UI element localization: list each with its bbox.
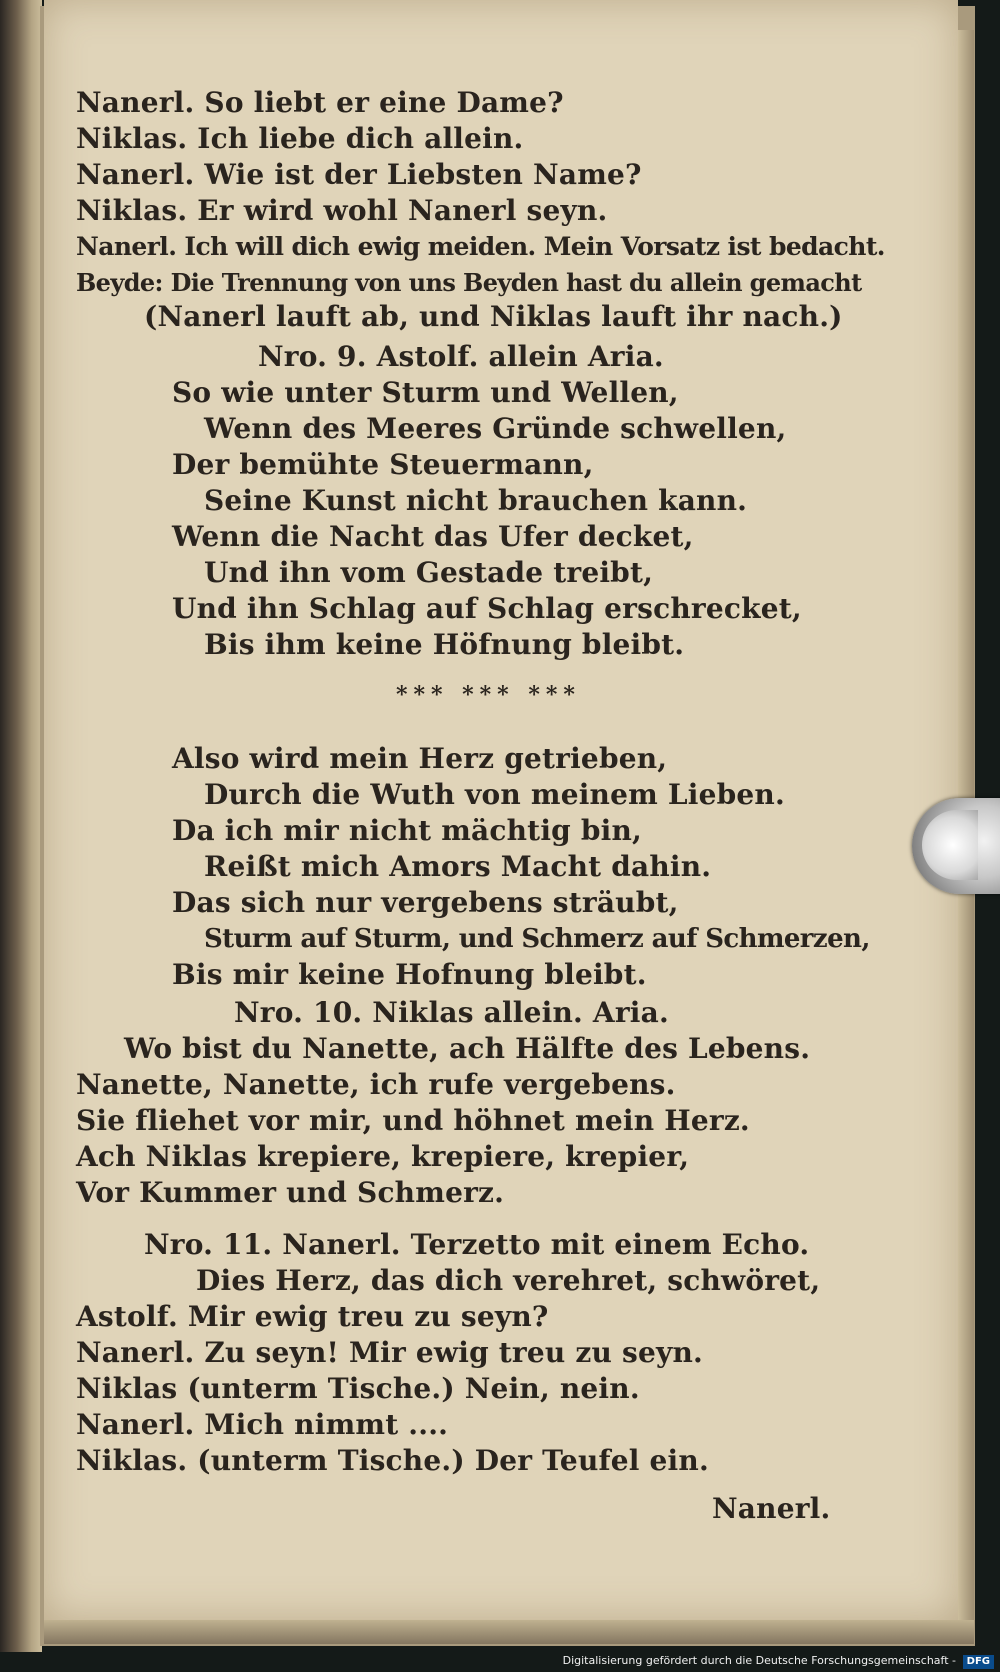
page-clip [912, 798, 1000, 894]
verse-line: Das sich nur vergebens sträubt, [172, 886, 679, 919]
verse-line: Sturm auf Sturm, und Schmerz auf Schmerzen, [204, 924, 870, 954]
verse-line: Reißt mich Amors Macht dahin. [204, 850, 712, 883]
page-clip-highlight [922, 810, 978, 880]
verse-line: Nanerl. Zu seyn! Mir ewig treu zu seyn. [76, 1336, 703, 1369]
section-heading: Nro. 11. Nanerl. Terzetto mit einem Echo. [144, 1228, 810, 1261]
verse-line: Niklas (unterm Tische.) Nein, nein. [76, 1372, 640, 1405]
verse-line: Bis ihm keine Höfnung bleibt. [204, 628, 685, 661]
verse-line: Bis mir keine Hofnung bleibt. [172, 958, 647, 991]
ornament-asterisks: *** *** *** [396, 682, 581, 708]
funding-notice: Digitalisierung gefördert durch die Deutsche Forschungsgemeinschaft - [562, 1654, 956, 1667]
verse-line: Nanette, Nanette, ich rufe vergebens. [76, 1068, 676, 1101]
verse-line: Niklas. (unterm Tische.) Der Teufel ein. [76, 1444, 709, 1477]
text-line: Beyde: Die Trennung von uns Beyden hast du allein gemacht [76, 268, 862, 297]
left-page-edge [0, 0, 42, 1652]
verse-line: Nanerl. Mich nimmt .... [76, 1408, 449, 1441]
verse-line: Sie fliehet vor mir, und höhnet mein Herz. [76, 1104, 750, 1137]
text-line: Niklas. Er wird wohl Nanerl seyn. [76, 194, 608, 227]
verse-line: Also wird mein Herz getrieben, [172, 742, 668, 775]
verse-line: Und ihn Schlag auf Schlag erschrecket, [172, 592, 802, 625]
verse-line: Da ich mir nicht mächtig bin, [172, 814, 643, 847]
verse-line: Der bemühte Steuermann, [172, 448, 594, 481]
text-line: Niklas. Ich liebe dich allein. [76, 122, 524, 155]
verse-line: Vor Kummer und Schmerz. [76, 1176, 505, 1209]
stage-direction: (Nanerl lauft ab, und Niklas lauft ihr nach.) [144, 300, 843, 333]
verse-line: Und ihn vom Gestade treibt, [204, 556, 654, 589]
verse-line: Ach Niklas krepiere, krepiere, krepier, [76, 1140, 690, 1173]
page-bottom-edge [44, 1620, 974, 1644]
verse-line: Wo bist du Nanette, ach Hälfte des Lebens. [124, 1032, 811, 1065]
section-heading: Nro. 10. Niklas allein. Aria. [234, 996, 669, 1029]
catchword: Nanerl. [712, 1492, 831, 1525]
verse-line: Durch die Wuth von meinem Lieben. [204, 778, 785, 811]
verse-line: Wenn des Meeres Gründe schwellen, [204, 412, 787, 445]
text-line: Nanerl. Ich will dich ewig meiden. Mein Vorsatz ist bedacht. [76, 232, 885, 261]
verse-line: So wie unter Sturm und Wellen, [172, 376, 679, 409]
footer-bar [0, 1652, 1000, 1672]
verse-line: Seine Kunst nicht brauchen kann. [204, 484, 748, 517]
section-heading: Nro. 9. Astolf. allein Aria. [258, 340, 664, 373]
dfg-logo: DFG [963, 1655, 994, 1669]
verse-line: Wenn die Nacht das Ufer decket, [172, 520, 694, 553]
verse-line: Dies Herz, das dich verehret, schwöret, [196, 1264, 821, 1297]
text-line: Nanerl. Wie ist der Liebsten Name? [76, 158, 642, 191]
verse-line: Astolf. Mir ewig treu zu seyn? [76, 1300, 549, 1333]
text-line: Nanerl. So liebt er eine Dame? [76, 86, 564, 119]
